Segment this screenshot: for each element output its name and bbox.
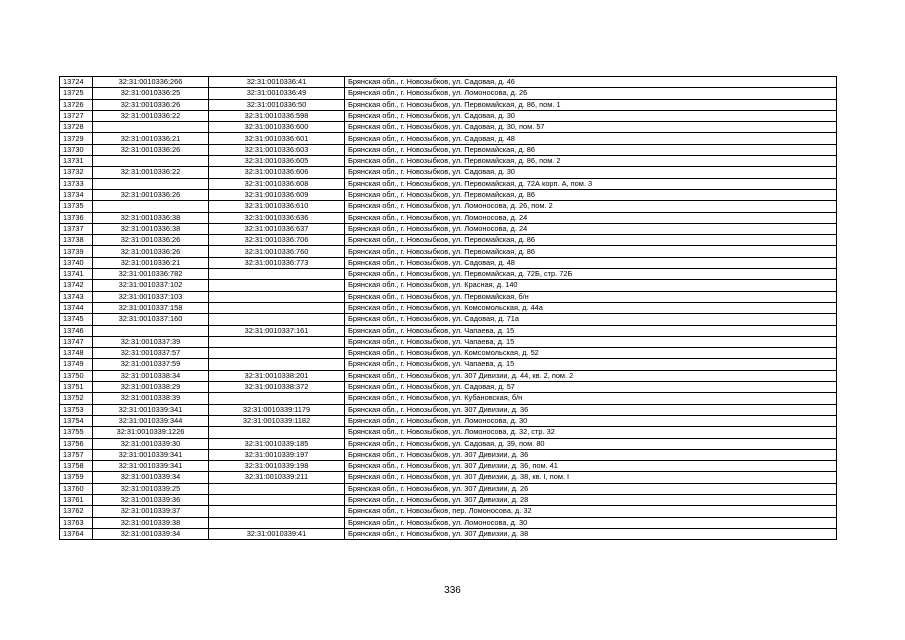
cadastral-number-cell: 32:31:0010336:38 [93, 223, 209, 234]
address-cell: Брянская обл., г. Новозыбков, ул. Чапаева, д. 15 [345, 359, 837, 370]
cadastral-number-cell [93, 156, 209, 167]
related-cadastral-cell: 32:31:0010336:608 [209, 178, 345, 189]
table-row [60, 506, 837, 517]
cadastral-number-cell: 32:31:0010336:26 [93, 99, 209, 110]
row-number-cell: 13756 [60, 438, 93, 449]
address-cell: Брянская обл., г. Новозыбков, ул. 307 Дивизии, д. 36, пом. 41 [345, 461, 837, 472]
cadastral-number-cell: 32:31:0010339:34 [93, 472, 209, 483]
related-cadastral-cell: 32:31:0010338:201 [209, 370, 345, 381]
address-cell: Брянская обл., г. Новозыбков, ул. Первомайская, д. 72А корп. А, пом. 3 [345, 178, 837, 189]
address-cell: Брянская обл., г. Новозыбков, ул. Чапаева, д. 15 [345, 336, 837, 347]
table-row [60, 370, 837, 381]
cadastral-number-cell: 32:31:0010339:341 [93, 449, 209, 460]
address-cell: Брянская обл., г. Новозыбков, ул. Садовая, д. 57 [345, 382, 837, 393]
row-number-cell: 13744 [60, 302, 93, 313]
address-cell: Брянская обл., г. Новозыбков, ул. 307 Дивизии, д. 36 [345, 404, 837, 415]
address-cell: Брянская обл., г. Новозыбков, ул. Чапаева, д. 15 [345, 325, 837, 336]
table-row [60, 382, 837, 393]
related-cadastral-cell [209, 517, 345, 528]
address-cell: Брянская обл., г. Новозыбков, ул. 307 Дивизии, д. 36 [345, 449, 837, 460]
cadastral-number-cell: 32:31:0010339:25 [93, 483, 209, 494]
cadastral-number-cell: 32:31:0010337:39 [93, 336, 209, 347]
related-cadastral-cell [209, 494, 345, 505]
cadastral-number-cell: 32:31:0010336:38 [93, 212, 209, 223]
row-number-cell: 13732 [60, 167, 93, 178]
related-cadastral-cell: 32:31:0010336:601 [209, 133, 345, 144]
table-row [60, 178, 837, 189]
address-cell: Брянская обл., г. Новозыбков, ул. 307 Дивизии, д. 44, кв. 2, пом. 2 [345, 370, 837, 381]
row-number-cell: 13730 [60, 144, 93, 155]
cadastral-number-cell: 32:31:0010337:59 [93, 359, 209, 370]
table-row [60, 483, 837, 494]
address-cell: Брянская обл., г. Новозыбков, ул. Кубановская, б/н [345, 393, 837, 404]
address-cell: Брянская обл., г. Новозыбков, ул. Комсомольская, д. 44а [345, 302, 837, 313]
related-cadastral-cell: 32:31:0010336:41 [209, 77, 345, 88]
cadastral-number-cell: 32:31:0010338:34 [93, 370, 209, 381]
row-number-cell: 13749 [60, 359, 93, 370]
address-cell: Брянская обл., г. Новозыбков, ул. Садовая, д. 30 [345, 110, 837, 121]
related-cadastral-cell: 32:31:0010336:603 [209, 144, 345, 155]
table-row [60, 257, 837, 268]
address-cell: Брянская обл., г. Новозыбков, ул. Первомайская, д. 86 [345, 235, 837, 246]
table-row [60, 336, 837, 347]
cadastral-number-cell: 32:31:0010336:26 [93, 189, 209, 200]
table-row [60, 461, 837, 472]
row-number-cell: 13726 [60, 99, 93, 110]
related-cadastral-cell [209, 269, 345, 280]
address-cell: Брянская обл., г. Новозыбков, ул. Ломоносова, д. 24 [345, 223, 837, 234]
row-number-cell: 13764 [60, 528, 93, 539]
related-cadastral-cell [209, 348, 345, 359]
row-number-cell: 13724 [60, 77, 93, 88]
related-cadastral-cell [209, 483, 345, 494]
address-cell: Брянская обл., г. Новозыбков, ул. Первомайская, д. 86, пом. 1 [345, 99, 837, 110]
page-number: 336 [444, 585, 461, 596]
address-cell: Брянская обл., г. Новозыбков, ул. Ломоносова, д. 30 [345, 415, 837, 426]
row-number-cell: 13760 [60, 483, 93, 494]
cadastral-number-cell: 32:31:0010339:34 [93, 528, 209, 539]
table-row [60, 528, 837, 539]
address-cell: Брянская обл., г. Новозыбков, ул. Ломоносова, д. 26 [345, 88, 837, 99]
row-number-cell: 13745 [60, 314, 93, 325]
table-row [60, 88, 837, 99]
address-cell: Брянская обл., г. Новозыбков, ул. Первомайская, д. 86, пом. 2 [345, 156, 837, 167]
row-number-cell: 13754 [60, 415, 93, 426]
related-cadastral-cell: 32:31:0010336:610 [209, 201, 345, 212]
related-cadastral-cell [209, 291, 345, 302]
row-number-cell: 13762 [60, 506, 93, 517]
address-cell: Брянская обл., г. Новозыбков, ул. Ломоносова, д. 32, стр. 32 [345, 427, 837, 438]
cadastral-number-cell: 32:31:0010339:344 [93, 415, 209, 426]
cadastral-number-cell: 32:31:0010336:26 [93, 235, 209, 246]
address-cell: Брянская обл., г. Новозыбков, ул. Первомайская, д. 86 [345, 246, 837, 257]
table-row [60, 427, 837, 438]
cadastral-number-cell: 32:31:0010336:266 [93, 77, 209, 88]
row-number-cell: 13750 [60, 370, 93, 381]
related-cadastral-cell [209, 280, 345, 291]
address-cell: Брянская обл., г. Новозыбков, ул. 307 Дивизии, д. 38 [345, 528, 837, 539]
table-row [60, 280, 837, 291]
related-cadastral-cell: 32:31:0010336:49 [209, 88, 345, 99]
table-row [60, 302, 837, 313]
cadastral-number-cell: 32:31:0010336:21 [93, 257, 209, 268]
related-cadastral-cell: 32:31:0010336:598 [209, 110, 345, 121]
row-number-cell: 13725 [60, 88, 93, 99]
cadastral-number-cell: 32:31:0010336:21 [93, 133, 209, 144]
row-number-cell: 13731 [60, 156, 93, 167]
table-row [60, 359, 837, 370]
row-number-cell: 13733 [60, 178, 93, 189]
address-cell: Брянская обл., г. Новозыбков, ул. Первомайская, д. 86 [345, 189, 837, 200]
row-number-cell: 13735 [60, 201, 93, 212]
related-cadastral-cell [209, 427, 345, 438]
cadastral-number-cell: 32:31:0010337:158 [93, 302, 209, 313]
related-cadastral-cell: 32:31:0010339:198 [209, 461, 345, 472]
row-number-cell: 13740 [60, 257, 93, 268]
table-body [60, 77, 837, 540]
cadastral-number-cell: 32:31:0010336:25 [93, 88, 209, 99]
address-cell: Брянская обл., г. Новозыбков, ул. 307 Дивизии, д. 26 [345, 483, 837, 494]
row-number-cell: 13763 [60, 517, 93, 528]
address-cell: Брянская обл., г. Новозыбков, ул. Садовая, д. 48 [345, 257, 837, 268]
cadastral-number-cell: 32:31:0010338:39 [93, 393, 209, 404]
row-number-cell: 13759 [60, 472, 93, 483]
related-cadastral-cell: 32:31:0010336:773 [209, 257, 345, 268]
cadastral-number-cell: 32:31:0010337:57 [93, 348, 209, 359]
table-row [60, 291, 837, 302]
cadastral-number-cell: 32:31:0010336:782 [93, 269, 209, 280]
cadastral-number-cell [93, 122, 209, 133]
table-row [60, 449, 837, 460]
related-cadastral-cell: 32:31:0010338:372 [209, 382, 345, 393]
address-cell: Брянская обл., г. Новозыбков, ул. Первомайская, д. 72Б, стр. 72Б [345, 269, 837, 280]
table-row [60, 314, 837, 325]
cadastral-number-cell: 32:31:0010336:22 [93, 167, 209, 178]
related-cadastral-cell: 32:31:0010339:41 [209, 528, 345, 539]
cadastral-number-cell [93, 178, 209, 189]
related-cadastral-cell: 32:31:0010337:161 [209, 325, 345, 336]
related-cadastral-cell: 32:31:0010339:1182 [209, 415, 345, 426]
table-row [60, 144, 837, 155]
cadastral-number-cell: 32:31:0010339:1226 [93, 427, 209, 438]
address-cell: Брянская обл., г. Новозыбков, ул. Садовая, д. 30 [345, 167, 837, 178]
related-cadastral-cell: 32:31:0010336:760 [209, 246, 345, 257]
table-row [60, 494, 837, 505]
table-row [60, 404, 837, 415]
cadastral-table [59, 76, 837, 540]
row-number-cell: 13748 [60, 348, 93, 359]
related-cadastral-cell: 32:31:0010336:605 [209, 156, 345, 167]
cadastral-number-cell: 32:31:0010336:22 [93, 110, 209, 121]
related-cadastral-cell: 32:31:0010336:636 [209, 212, 345, 223]
related-cadastral-cell: 32:31:0010339:211 [209, 472, 345, 483]
address-cell: Брянская обл., г. Новозыбков, ул. Садовая, д. 48 [345, 133, 837, 144]
related-cadastral-cell: 32:31:0010339:1179 [209, 404, 345, 415]
table-row [60, 517, 837, 528]
cadastral-number-cell: 32:31:0010339:341 [93, 404, 209, 415]
row-number-cell: 13758 [60, 461, 93, 472]
cadastral-number-cell: 32:31:0010339:36 [93, 494, 209, 505]
row-number-cell: 13746 [60, 325, 93, 336]
address-cell: Брянская обл., г. Новозыбков, ул. Первомайская, д. 86 [345, 144, 837, 155]
address-cell: Брянская обл., г. Новозыбков, ул. Садовая, д. 30, пом. 57 [345, 122, 837, 133]
table-row [60, 415, 837, 426]
address-cell: Брянская обл., г. Новозыбков, ул. Садовая, д. 46 [345, 77, 837, 88]
cadastral-number-cell: 32:31:0010339:37 [93, 506, 209, 517]
cadastral-number-cell: 32:31:0010337:103 [93, 291, 209, 302]
related-cadastral-cell [209, 336, 345, 347]
row-number-cell: 13755 [60, 427, 93, 438]
table-row [60, 472, 837, 483]
table-row [60, 438, 837, 449]
table-row [60, 246, 837, 257]
row-number-cell: 13747 [60, 336, 93, 347]
related-cadastral-cell: 32:31:0010339:197 [209, 449, 345, 460]
row-number-cell: 13727 [60, 110, 93, 121]
address-cell: Брянская обл., г. Новозыбков, ул. 307 Дивизии, д. 28 [345, 494, 837, 505]
address-cell: Брянская обл., г. Новозыбков, пер. Ломоносова, д. 32 [345, 506, 837, 517]
row-number-cell: 13751 [60, 382, 93, 393]
row-number-cell: 13728 [60, 122, 93, 133]
row-number-cell: 13741 [60, 269, 93, 280]
table-row [60, 133, 837, 144]
related-cadastral-cell [209, 314, 345, 325]
table-row [60, 212, 837, 223]
address-cell: Брянская обл., г. Новозыбков, ул. Первомайская, б/н [345, 291, 837, 302]
related-cadastral-cell: 32:31:0010336:706 [209, 235, 345, 246]
row-number-cell: 13738 [60, 235, 93, 246]
table-row [60, 122, 837, 133]
row-number-cell: 13737 [60, 223, 93, 234]
address-cell: Брянская обл., г. Новозыбков, ул. Комсомольская, д. 52 [345, 348, 837, 359]
related-cadastral-cell [209, 393, 345, 404]
table-row [60, 348, 837, 359]
row-number-cell: 13729 [60, 133, 93, 144]
address-cell: Брянская обл., г. Новозыбков, ул. Ломоносова, д. 30 [345, 517, 837, 528]
related-cadastral-cell: 32:31:0010336:606 [209, 167, 345, 178]
cadastral-number-cell: 32:31:0010337:160 [93, 314, 209, 325]
table-row [60, 99, 837, 110]
related-cadastral-cell: 32:31:0010339:185 [209, 438, 345, 449]
table-row [60, 110, 837, 121]
row-number-cell: 13753 [60, 404, 93, 415]
cadastral-number-cell: 32:31:0010339:30 [93, 438, 209, 449]
cadastral-number-cell [93, 325, 209, 336]
row-number-cell: 13742 [60, 280, 93, 291]
table-row [60, 167, 837, 178]
related-cadastral-cell: 32:31:0010336:50 [209, 99, 345, 110]
related-cadastral-cell [209, 359, 345, 370]
address-cell: Брянская обл., г. Новозыбков, ул. Красная, д. 140 [345, 280, 837, 291]
table-row [60, 223, 837, 234]
table-row [60, 393, 837, 404]
row-number-cell: 13757 [60, 449, 93, 460]
address-cell: Брянская обл., г. Новозыбков, ул. Ломоносова, д. 26, пом. 2 [345, 201, 837, 212]
cadastral-number-cell: 32:31:0010339:341 [93, 461, 209, 472]
table-row [60, 156, 837, 167]
table-row [60, 325, 837, 336]
cadastral-number-cell: 32:31:0010336:26 [93, 246, 209, 257]
cadastral-number-cell: 32:31:0010339:38 [93, 517, 209, 528]
address-cell: Брянская обл., г. Новозыбков, ул. 307 Дивизии, д. 38, кв. I, пом. I [345, 472, 837, 483]
table-row [60, 269, 837, 280]
related-cadastral-cell: 32:31:0010336:600 [209, 122, 345, 133]
row-number-cell: 13761 [60, 494, 93, 505]
cadastral-number-cell: 32:31:0010337:102 [93, 280, 209, 291]
related-cadastral-cell: 32:31:0010336:637 [209, 223, 345, 234]
table-row [60, 189, 837, 200]
address-cell: Брянская обл., г. Новозыбков, ул. Ломоносова, д. 24 [345, 212, 837, 223]
related-cadastral-cell [209, 302, 345, 313]
row-number-cell: 13752 [60, 393, 93, 404]
row-number-cell: 13743 [60, 291, 93, 302]
table-row [60, 77, 837, 88]
cadastral-number-cell [93, 201, 209, 212]
cadastral-number-cell: 32:31:0010336:26 [93, 144, 209, 155]
address-cell: Брянская обл., г. Новозыбков, ул. Садовая, д. 39, пом. 80 [345, 438, 837, 449]
row-number-cell: 13734 [60, 189, 93, 200]
row-number-cell: 13736 [60, 212, 93, 223]
table-row [60, 201, 837, 212]
address-cell: Брянская обл., г. Новозыбков, ул. Садовая, д. 71а [345, 314, 837, 325]
related-cadastral-cell [209, 506, 345, 517]
cadastral-number-cell: 32:31:0010338:29 [93, 382, 209, 393]
related-cadastral-cell: 32:31:0010336:609 [209, 189, 345, 200]
row-number-cell: 13739 [60, 246, 93, 257]
table-row [60, 235, 837, 246]
